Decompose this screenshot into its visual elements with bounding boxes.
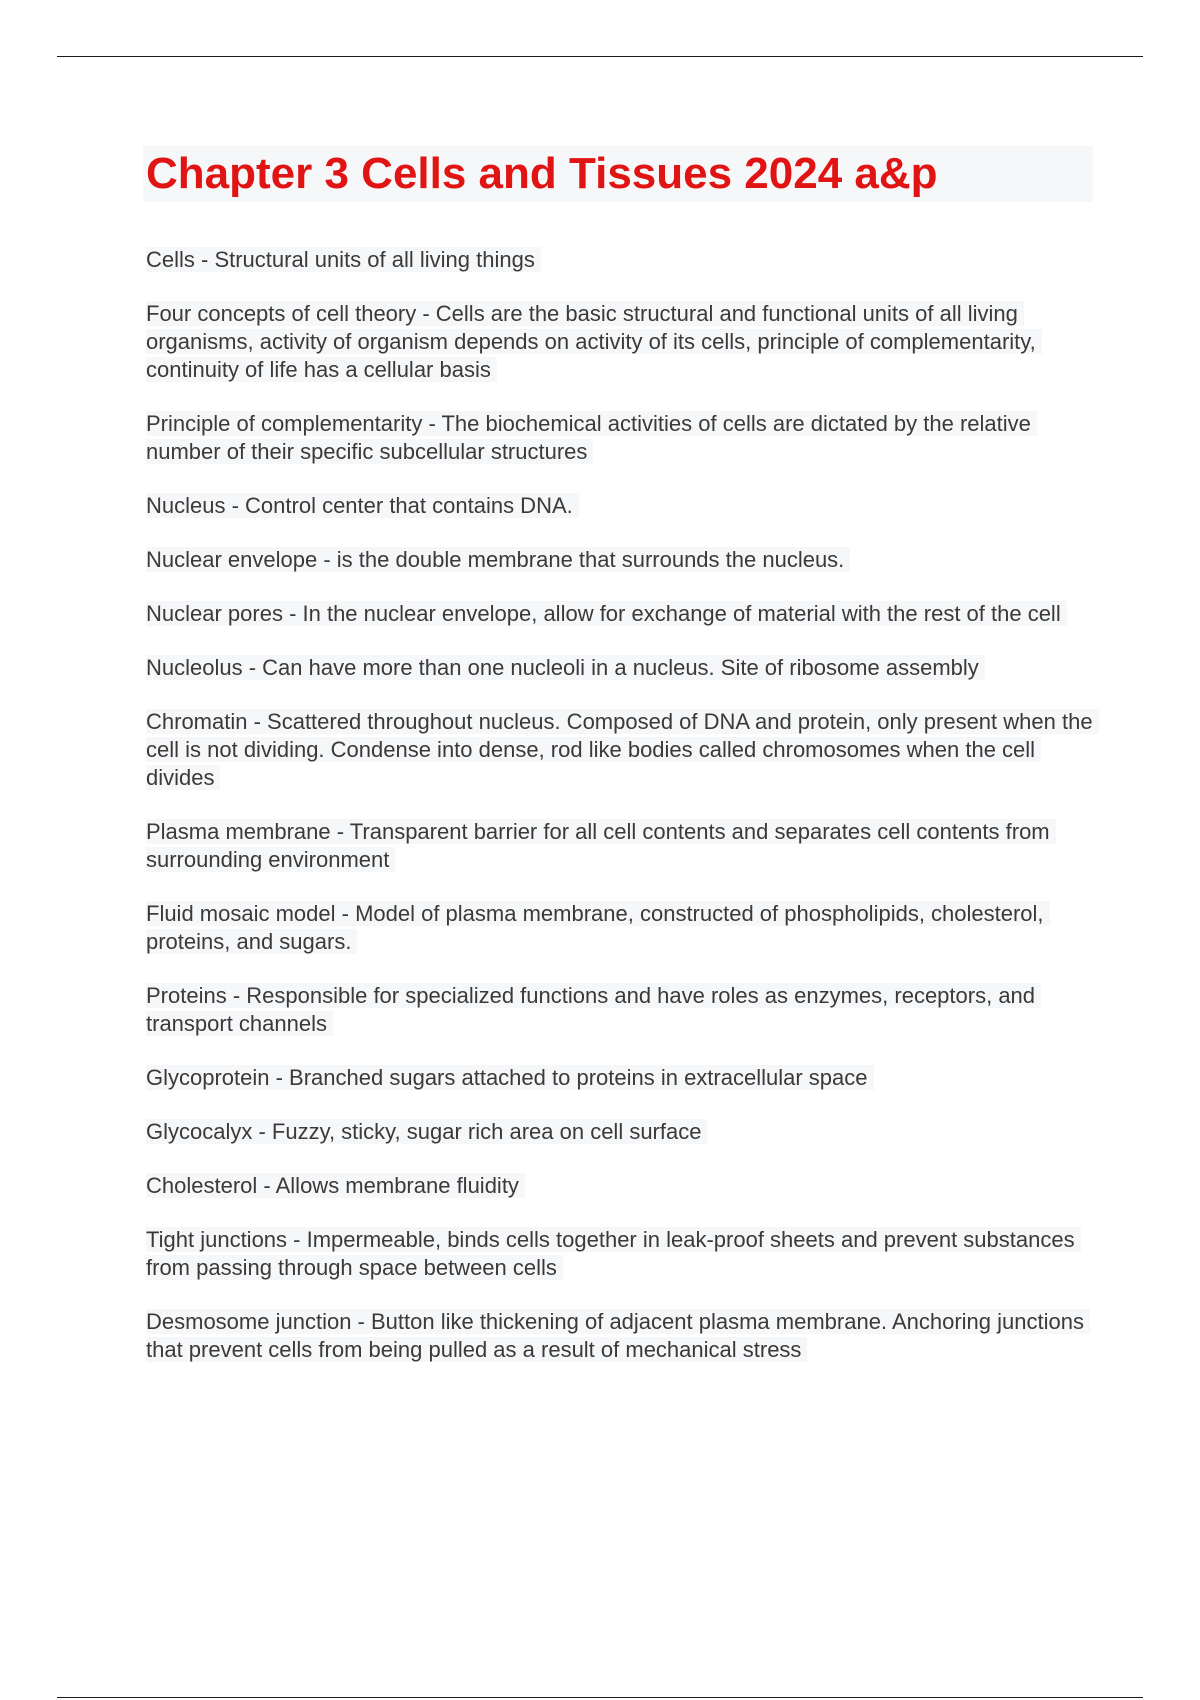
term-entry-tight-junctions [146,1226,1096,1282]
term-entry-text: Cells - Structural units of all living things [146,247,541,272]
term-entry-nucleus [146,492,1096,520]
term-entry-glycocalyx [146,1118,1096,1146]
term-entry-chromatin [146,708,1096,792]
term-entry-glycoprotein [146,1064,1096,1092]
term-entry-text: Four concepts of cell theory - Cells are the basic structural and functional units of all living organisms, activity of organism depends on activity of its cells, principle of complementarity, continuity of life has a cellular basis [146,301,1042,382]
header-rule [57,56,1143,57]
term-entry-text: Nucleus - Control center that contains DNA. [146,493,579,518]
term-entry-text: Nuclear pores - In the nuclear envelope, allow for exchange of material with the rest of the cell [146,601,1067,626]
term-entry-text: Plasma membrane - Transparent barrier for all cell contents and separates cell contents from surrounding environment [146,819,1056,872]
term-entry-text: Proteins - Responsible for specialized functions and have roles as enzymes, receptors, and transport channels [146,983,1041,1036]
footer-rule [57,1697,1143,1698]
term-entry-fluid-mosaic [146,900,1096,956]
term-entry-text: Cholesterol - Allows membrane fluidity [146,1173,525,1198]
term-entry-text: Glycoprotein - Branched sugars attached to proteins in extracellular space [146,1065,874,1090]
term-entry-nucleolus [146,654,1096,682]
term-entry-text: Nuclear envelope - is the double membrane that surrounds the nucleus. [146,547,850,572]
term-entry-text: Glycocalyx - Fuzzy, sticky, sugar rich area on cell surface [146,1119,707,1144]
page-title: Chapter 3 Cells and Tissues 2024 a&p [146,149,938,198]
term-list [146,246,1096,1390]
term-entry-cholesterol [146,1172,1096,1200]
term-entry-cell-theory [146,300,1096,384]
term-entry-text: Fluid mosaic model - Model of plasma membrane, constructed of phospholipids, cholesterol, proteins, and sugars. [146,901,1050,954]
term-entry-desmosome [146,1308,1096,1364]
term-entry-plasma-membrane [146,818,1096,874]
term-entry-cells [146,246,1096,274]
term-entry-text: Tight junctions - Impermeable, binds cells together in leak-proof sheets and prevent substances from passing through space between cells [146,1227,1081,1280]
term-entry-text: Chromatin - Scattered throughout nucleus. Composed of DNA and protein, only present when the cell is not dividing. Condense into dense, rod like bodies called chromosomes when the cell divides [146,709,1099,790]
term-entry-proteins [146,982,1096,1038]
term-entry-text: Desmosome junction - Button like thickening of adjacent plasma membrane. Anchoring junctions that prevent cells from being pulled as a result of mechanical stress [146,1309,1090,1362]
term-entry-text: Nucleolus - Can have more than one nucleoli in a nucleus. Site of ribosome assembly [146,655,985,680]
term-entry-complementarity [146,410,1096,466]
term-entry-nuclear-pores [146,600,1096,628]
term-entry-nuclear-envelope [146,546,1096,574]
term-entry-text: Principle of complementarity - The biochemical activities of cells are dictated by the relative number of their specific subcellular structures [146,411,1037,464]
